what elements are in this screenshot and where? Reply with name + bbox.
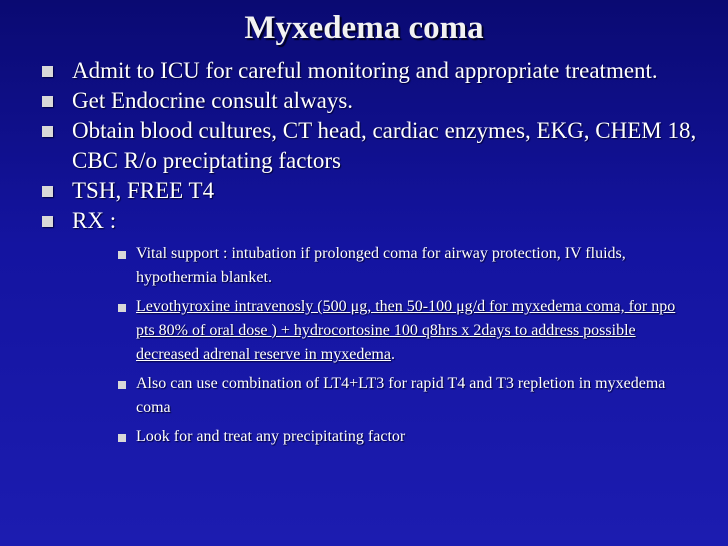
sub-bullet-text: Look for and treat any precipitating factor xyxy=(136,428,406,445)
square-bullet-icon xyxy=(42,186,53,197)
square-bullet-icon xyxy=(42,126,53,137)
bullet-text: TSH, FREE T4 xyxy=(72,178,215,203)
sub-bullet-vital-support xyxy=(0,242,708,290)
bullet-item-rx xyxy=(0,206,728,449)
bullet-text: Get Endocrine consult always. xyxy=(72,88,354,113)
bullet-list xyxy=(0,56,728,454)
sub-bullet-levothyroxine xyxy=(0,295,708,367)
bullet-item-tsh xyxy=(0,176,728,206)
bullet-text: Obtain blood cultures, CT head, cardiac enzymes, EKG, CHEM 18, CBC R/o preciptating factors xyxy=(72,118,697,173)
square-bullet-icon xyxy=(118,304,126,312)
bullet-text: RX : xyxy=(72,208,117,233)
square-bullet-icon xyxy=(42,216,53,227)
square-bullet-icon xyxy=(118,381,126,389)
square-bullet-icon xyxy=(42,96,53,107)
square-bullet-icon xyxy=(118,251,126,259)
sub-bullet-precipitating xyxy=(0,425,708,449)
sub-bullet-text: Vital support : intubation if prolonged coma for airway protection, IV fluids, hypothermia blanket. xyxy=(136,245,626,286)
rx-sub-list xyxy=(72,242,708,449)
sub-bullet-suffix: . xyxy=(390,346,395,363)
levothyroxine-link[interactable]: Levothyroxine intravenosly (500 μg, then 50-100 μg/d for myxedema coma, for npo pts 80% of oral dose ) + hydrocortosine 100 q8hrs x 2days to address possible decreased adrenal reserve in myxedema xyxy=(136,298,676,363)
square-bullet-icon xyxy=(42,66,53,77)
square-bullet-icon xyxy=(118,434,126,442)
sub-bullet-text: Also can use combination of LT4+LT3 for rapid T4 and T3 repletion in myxedema coma xyxy=(136,375,666,416)
bullet-item-cultures xyxy=(0,116,728,176)
bullet-item-icu xyxy=(0,56,728,86)
sub-bullet-combination xyxy=(0,372,708,420)
bullet-text: Admit to ICU for careful monitoring and appropriate treatment. xyxy=(72,58,658,83)
bullet-item-endocrine xyxy=(0,86,728,116)
slide-title: Myxedema coma xyxy=(244,10,484,46)
